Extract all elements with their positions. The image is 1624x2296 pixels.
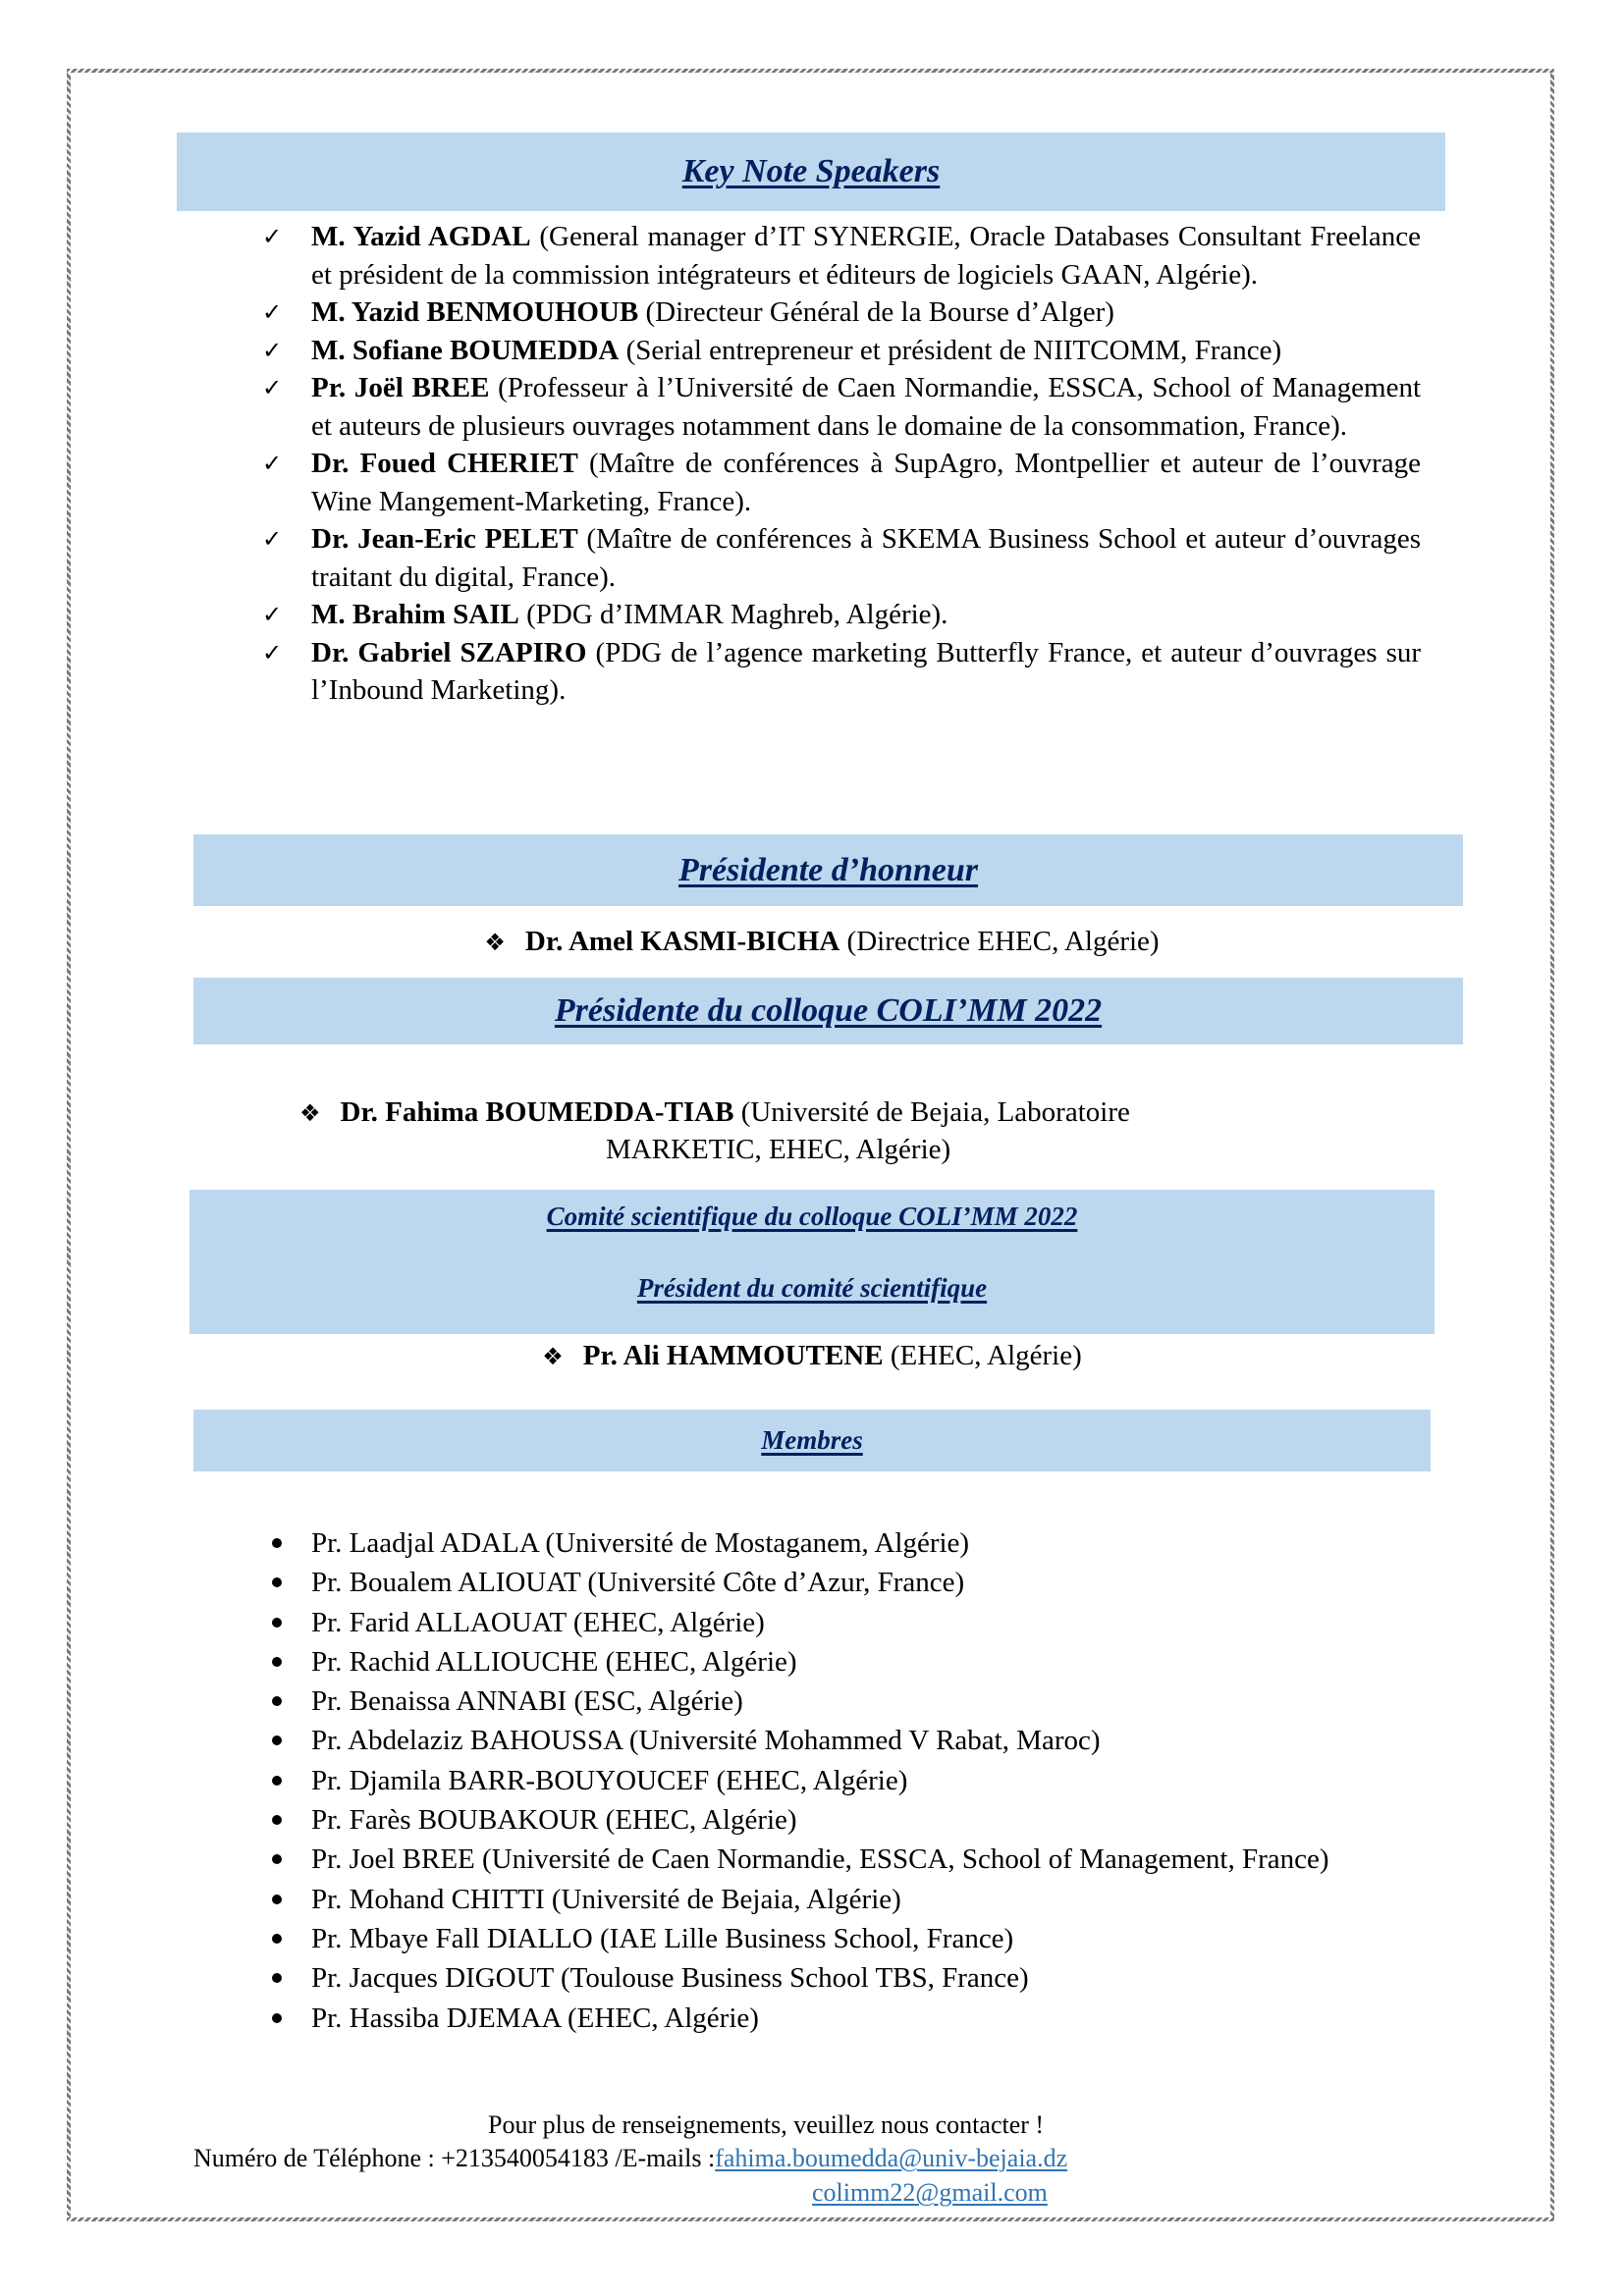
- contact-prompt: Pour plus de renseignements, veuillez nous contacter !: [488, 2110, 1045, 2139]
- member-item: [311, 1721, 1440, 1760]
- member-text: Pr. Djamila BARR-BOUYOUCEF (EHEC, Algérie): [311, 1764, 908, 1796]
- honorary-president-line: [0, 923, 1624, 961]
- member-item: [311, 1958, 1440, 1998]
- member-text: Pr. Benaissa ANNABI (ESC, Algérie): [311, 1685, 743, 1718]
- speaker-detail: (PDG de l’agence marketing Butterfly France, et auteur d’ouvrages sur l’Inbound Marketing).: [311, 636, 1422, 706]
- checkmark-icon: ✓: [262, 525, 283, 553]
- colloquium-president-detail: (Université de Bejaia, Laboratoire: [733, 1096, 1130, 1128]
- member-text: Pr. Mohand CHITTI (Université de Bejaia, Algérie): [311, 1883, 901, 1915]
- member-item: [311, 1880, 1440, 1919]
- bullet-icon: [272, 1934, 282, 1944]
- phone-label: Numéro de Téléphone : +213540054183 /E-mails :: [193, 2144, 716, 2172]
- keynote-item: [262, 596, 1421, 634]
- checkmark-icon: ✓: [262, 638, 283, 667]
- speaker-detail: (Directeur Général de la Bourse d’Alger): [638, 296, 1114, 328]
- checkmark-icon: ✓: [262, 450, 283, 477]
- member-item: [311, 1642, 1440, 1682]
- bullet-icon: [272, 1657, 282, 1667]
- speaker-name: M. Yazid AGDAL: [311, 221, 531, 252]
- member-item: [311, 1761, 1440, 1800]
- speaker-detail: (Professeur à l’Université de Caen Normandie, ESSCA, School of Management et auteurs de plusieurs ouvrages notamment dans le domaine de la consommation, France).: [311, 372, 1422, 442]
- colloquium-president-name: Dr. Fahima BOUMEDDA-TIAB: [340, 1096, 734, 1128]
- member-item: [311, 1840, 1440, 1879]
- member-text: Pr. Boualem ALIOUAT (Université Côte d’Azur, France): [311, 1567, 965, 1599]
- committee-president-name: Pr. Ali HAMMOUTENE: [582, 1340, 884, 1371]
- checkmark-icon: ✓: [262, 223, 283, 250]
- honorary-president-banner: [193, 834, 1463, 906]
- members-list: [311, 1523, 1440, 2038]
- bullet-icon: [272, 1895, 282, 1904]
- member-text: Pr. Farid ALLAOUAT (EHEC, Algérie): [311, 1606, 765, 1638]
- bullet-icon: [272, 2013, 282, 2023]
- contact-phone-line: [193, 2142, 1067, 2175]
- scientific-committee-banner: [189, 1190, 1435, 1334]
- member-text: Pr. Joel BREE (Université de Caen Normandie, ESSCA, School of Management, France): [311, 1843, 1329, 1876]
- member-item: [311, 1603, 1440, 1642]
- speaker-detail: (Maître de conférences à SKEMA Business School et auteur d’ouvrages traitant du digital, France).: [311, 523, 1421, 593]
- member-item: [311, 1800, 1440, 1840]
- keynote-banner: [177, 133, 1445, 211]
- checkmark-icon: ✓: [262, 336, 283, 364]
- speaker-name: Dr. Jean-Eric PELET: [311, 523, 578, 555]
- member-text: Pr. Laadjal ADALA (Université de Mostaganem, Algérie): [311, 1527, 970, 1559]
- members-title: Membres: [761, 1425, 863, 1455]
- speaker-detail: (Maître de conférences à SupAgro, Montpellier et auteur de l’ouvrage Wine Mangement-Marketing, France).: [311, 448, 1421, 517]
- honorary-president-detail: (Directrice EHEC, Algérie): [839, 926, 1160, 957]
- committee-president-line: [0, 1337, 1624, 1375]
- member-text: Pr. Rachid ALLIOUCHE (EHEC, Algérie): [311, 1645, 797, 1678]
- email-link-1[interactable]: fahima.boumedda@univ-bejaia.dz: [715, 2144, 1068, 2172]
- keynote-item: [262, 332, 1421, 370]
- keynote-item: [262, 634, 1422, 710]
- colloquium-president-line: [299, 1094, 1130, 1132]
- diamond-bullet-icon: ❖: [484, 929, 506, 956]
- speaker-detail: (General manager d’IT SYNERGIE, Oracle Databases Consultant Freelance et président de la commission intégrateurs et éditeurs de logiciels GAAN, Algérie).: [311, 221, 1421, 291]
- member-text: Pr. Farès BOUBAKOUR (EHEC, Algérie): [311, 1804, 797, 1837]
- speaker-name: Pr. Joël BREE: [311, 372, 490, 403]
- diamond-bullet-icon: ❖: [299, 1099, 321, 1127]
- speaker-detail: (Serial entrepreneur et président de NIITCOMM, France): [619, 334, 1282, 366]
- keynote-item: [262, 445, 1421, 520]
- checkmark-icon: ✓: [262, 298, 283, 326]
- member-item: [311, 1523, 1440, 1563]
- member-item: [311, 1999, 1440, 2038]
- checkmark-icon: ✓: [262, 601, 283, 628]
- keynote-item: [262, 520, 1421, 596]
- honorary-president-name: Dr. Amel KASMI-BICHA: [524, 926, 840, 957]
- checkmark-icon: ✓: [262, 374, 283, 401]
- scientific-committee-subtitle: Président du comité scientifique: [636, 1273, 988, 1303]
- keynote-item: [262, 218, 1421, 294]
- keynote-item: [262, 369, 1422, 445]
- member-text: Pr. Mbaye Fall DIALLO (IAE Lille Business School, France): [311, 1922, 1014, 1954]
- bullet-icon: [272, 1618, 282, 1628]
- member-item: [311, 1682, 1440, 1721]
- keynote-title: Key Note Speakers: [681, 153, 941, 189]
- member-item: [311, 1563, 1440, 1602]
- scientific-committee-title: Comité scientifique du colloque COLI’MM 2022: [546, 1201, 1078, 1231]
- colloquium-president-title: Présidente du colloque COLI’MM 2022: [554, 992, 1103, 1029]
- speaker-name: Dr. Gabriel SZAPIRO: [311, 636, 587, 668]
- colloquium-president-line-2: [606, 1131, 950, 1168]
- speaker-detail: (PDG d’IMMAR Maghreb, Algérie).: [518, 599, 948, 630]
- colloquium-president-banner: [193, 978, 1463, 1044]
- speaker-name: M. Sofiane BOUMEDDA: [311, 334, 620, 366]
- member-text: Pr. Jacques DIGOUT (Toulouse Business School TBS, France): [311, 1962, 1029, 1995]
- speaker-name: Dr. Foued CHERIET: [311, 448, 578, 479]
- speaker-name: M. Brahim SAIL: [311, 599, 519, 630]
- bullet-icon: [272, 1538, 282, 1548]
- email-link-2[interactable]: colimm22@gmail.com: [812, 2178, 1048, 2207]
- speaker-name: M. Yazid BENMOUHOUB: [311, 296, 639, 328]
- keynote-item: [262, 294, 1421, 332]
- honorary-president-title: Présidente d’honneur: [677, 851, 979, 888]
- committee-president-detail: (EHEC, Algérie): [883, 1340, 1082, 1371]
- member-text: Pr. Hassiba DJEMAA (EHEC, Algérie): [311, 2002, 759, 2034]
- colloquium-president-detail-2: MARKETIC, EHEC, Algérie): [606, 1134, 951, 1165]
- contact-email-line-2: [812, 2176, 1048, 2210]
- bullet-icon: [272, 1776, 282, 1786]
- members-banner: [193, 1410, 1431, 1471]
- keynote-list: [262, 218, 1422, 710]
- diamond-bullet-icon: ❖: [542, 1343, 564, 1370]
- member-text: Pr. Abdelaziz BAHOUSSA (Université Mohammed V Rabat, Maroc): [311, 1725, 1101, 1757]
- member-item: [311, 1919, 1440, 1958]
